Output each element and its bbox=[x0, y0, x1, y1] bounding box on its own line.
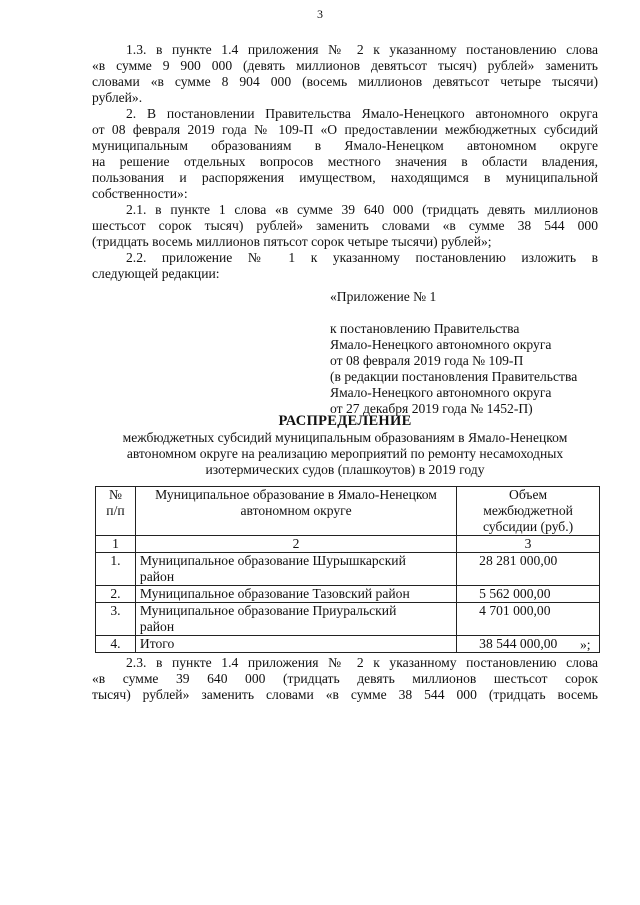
table-header-row bbox=[96, 487, 600, 536]
table-column-numbers-row bbox=[96, 536, 600, 553]
cell-text: Муниципальное образование Тазовский район bbox=[139, 586, 410, 601]
text-line: 2.1. в пункте 1 слова «в сумме 39 640 000 (тридцать девять миллионов bbox=[126, 202, 598, 217]
header-text: субсидии (руб.) bbox=[482, 519, 574, 534]
text-line: пользования и распоряжения имуществом, находящимся в муниципальной bbox=[92, 170, 598, 185]
text-line: 2.3. в пункте 1.4 приложения № 2 к указанному постановлению слова bbox=[126, 655, 598, 670]
text-line: собственности»: bbox=[92, 186, 188, 201]
paragraph-1-3 bbox=[92, 42, 598, 106]
closing-quote: »; bbox=[580, 637, 591, 652]
row-amount: 28 281 000,00 bbox=[457, 553, 600, 586]
text-line: на решение отдельных вопросов местного значения в области владения, bbox=[92, 154, 598, 169]
distribution-table bbox=[95, 486, 600, 653]
cell-text: район bbox=[139, 569, 175, 584]
column-number: 2 bbox=[135, 536, 456, 553]
row-municipality bbox=[135, 603, 456, 636]
text-line: «в сумме 39 640 000 (тридцать девять миллионов шестьсот сорок bbox=[92, 671, 598, 686]
appendix-reference bbox=[330, 321, 610, 417]
header-municipality bbox=[135, 487, 456, 536]
distribution-heading: РАСПРЕДЕЛЕНИЕ bbox=[278, 413, 412, 429]
header-text: № bbox=[108, 487, 122, 502]
appendix-title-text: «Приложение № 1 bbox=[330, 289, 437, 304]
table-total-row bbox=[96, 636, 600, 653]
text-line: от 08 февраля 2019 года № 109-П bbox=[330, 353, 524, 368]
text-line: от 27 декабря 2019 года № 1452-П) bbox=[330, 401, 533, 416]
paragraph-2 bbox=[92, 106, 598, 202]
text-line: 2. В постановлении Правительства Ямало-Ненецкого автономного округа bbox=[126, 106, 598, 121]
row-num: 3. bbox=[96, 603, 136, 636]
cell-text: Итого bbox=[139, 636, 175, 651]
text-line: тысяч) рублей» заменить словами «в сумме 38 544 000 (тридцать восемь bbox=[92, 687, 598, 702]
header-text: Объем bbox=[509, 487, 548, 502]
row-num: 1. bbox=[96, 553, 136, 586]
table-row bbox=[96, 553, 600, 586]
table-row bbox=[96, 603, 600, 636]
header-text: Муниципальное образование в Ямало-Ненецком bbox=[155, 487, 437, 502]
header-num bbox=[96, 487, 136, 536]
column-number: 1 bbox=[96, 536, 136, 553]
text-line: рублей». bbox=[92, 90, 143, 105]
text-line: 2.2. приложение № 1 к указанному постановлению изложить в bbox=[126, 250, 598, 265]
text-line: межбюджетных субсидий муниципальным образованиям в Ямало-Ненецком bbox=[122, 430, 568, 445]
text-line: Ямало-Ненецкого автономного округа bbox=[330, 337, 552, 352]
page-number: 3 bbox=[317, 7, 323, 21]
text-line: словами «в сумме 8 904 000 (восемь миллионов девятьсот четыре тысячи) bbox=[92, 74, 598, 89]
cell-text: район bbox=[139, 619, 175, 634]
row-municipality bbox=[135, 586, 456, 603]
text-line: от 08 февраля 2019 года № 109-П «О предоставлении межбюджетных субсидий bbox=[92, 122, 598, 137]
text-line: (тридцать восемь миллионов пятьсот сорок четыре тысячи) рублей»; bbox=[92, 234, 492, 249]
text-line: 1.3. в пункте 1.4 приложения № 2 к указанному постановлению слова bbox=[126, 42, 598, 57]
cell-text: Муниципальное образование Шурышкарский bbox=[139, 553, 406, 568]
paragraph-2-2 bbox=[92, 250, 598, 282]
row-amount: 38 544 000,00 bbox=[457, 636, 600, 653]
paragraph-2-3 bbox=[92, 655, 598, 703]
row-num: 2. bbox=[96, 586, 136, 603]
row-municipality bbox=[135, 553, 456, 586]
row-municipality bbox=[135, 636, 456, 653]
text-line: автономном округе на реализацию мероприятий по ремонту несамоходных bbox=[126, 446, 564, 461]
text-line: к постановлению Правительства bbox=[330, 321, 520, 336]
header-text: автономном округе bbox=[240, 503, 352, 518]
row-num: 4. bbox=[96, 636, 136, 653]
text-line: «в сумме 9 900 000 (девять миллионов девятьсот тысяч) рублей» заменить bbox=[92, 58, 598, 73]
paragraph-2-1 bbox=[92, 202, 598, 250]
text-line: муниципальным образованиям в Ямало-Ненецком автономном округе bbox=[92, 138, 598, 153]
table-row bbox=[96, 586, 600, 603]
header-amount bbox=[457, 487, 600, 536]
text-line: шестьсот сорок тысяч) рублей» заменить словами «в сумме 38 544 000 bbox=[92, 218, 598, 233]
header-text: межбюджетной bbox=[483, 503, 573, 518]
text-line: следующей редакции: bbox=[92, 266, 220, 281]
header-text: п/п bbox=[106, 503, 125, 518]
distribution-subheading bbox=[92, 430, 598, 478]
text-line: изотермических судов (плашкоутов) в 2019 году bbox=[205, 462, 485, 477]
column-number: 3 bbox=[457, 536, 600, 553]
appendix-title bbox=[330, 289, 610, 305]
text-line: Ямало-Ненецкого автономного округа bbox=[330, 385, 552, 400]
row-amount: 4 701 000,00 bbox=[457, 603, 600, 636]
text-line: (в редакции постановления Правительства bbox=[330, 369, 578, 384]
row-amount: 5 562 000,00 bbox=[457, 586, 600, 603]
cell-text: Муниципальное образование Приуральский bbox=[139, 603, 397, 618]
